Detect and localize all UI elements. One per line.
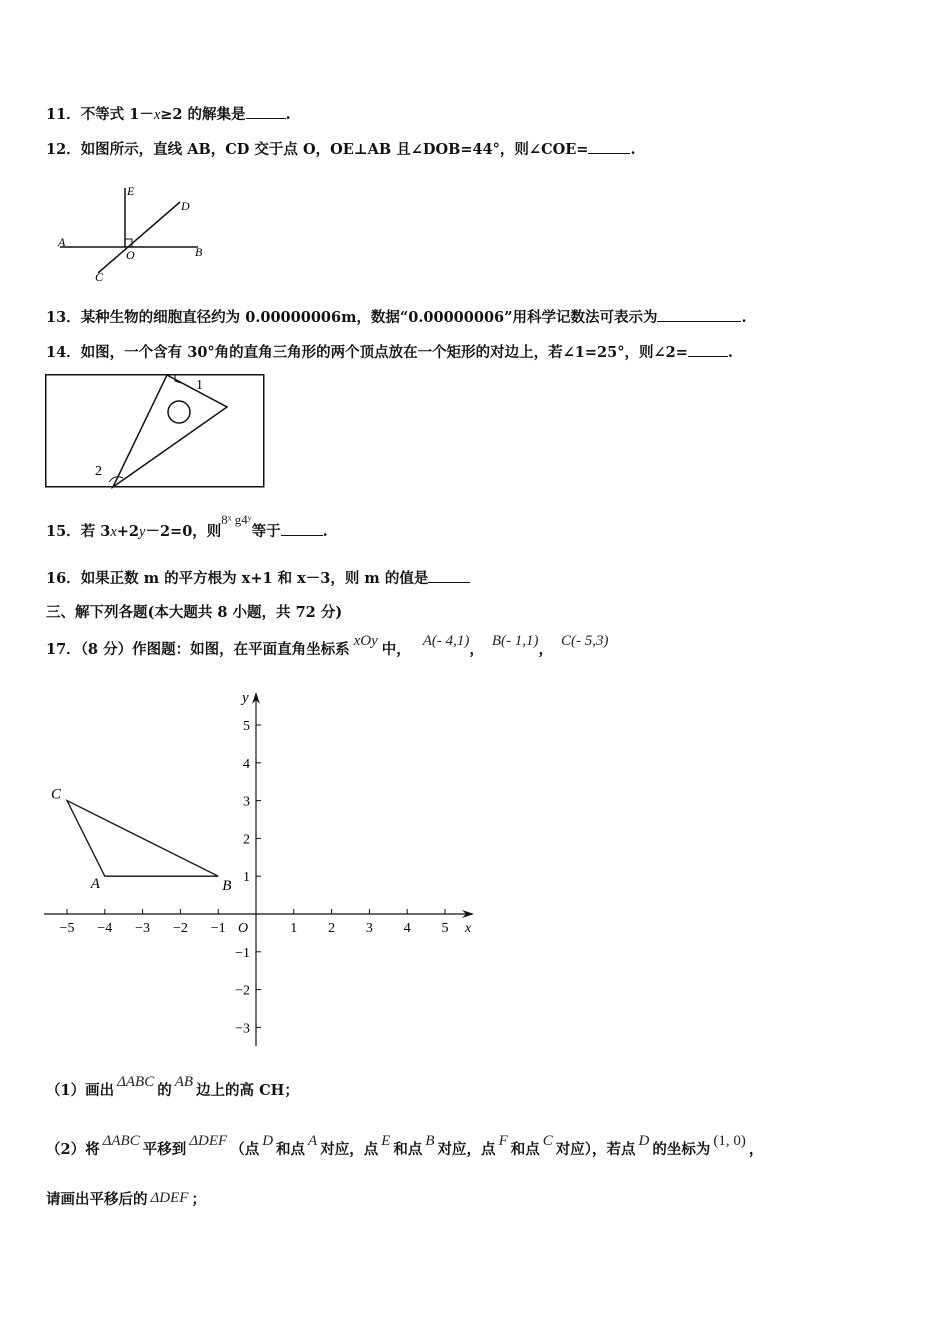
point-b: B (425, 1133, 435, 1149)
x-tick-label: 5 (441, 921, 449, 936)
section-heading (46, 601, 342, 622)
question-number: 17． (46, 641, 81, 658)
q15-end: . (322, 523, 328, 540)
p2-text-f: 和点 (393, 1141, 423, 1158)
x-tick-label: −2 (172, 921, 188, 936)
line-cd (98, 202, 180, 273)
part-1 (46, 1074, 299, 1100)
q15-text-c: －2=0，则 (145, 523, 222, 540)
y-tick-label: 4 (243, 756, 250, 772)
p2-text-h: 和点 (510, 1141, 540, 1158)
p3-end: ； (191, 1191, 206, 1208)
y-tick-label: −3 (235, 1021, 250, 1037)
q11-end: . (285, 106, 291, 123)
question-16 (46, 567, 470, 588)
q15-text-b: +2 (116, 523, 140, 540)
var-y: y (139, 524, 146, 540)
origin-label: O (238, 921, 249, 936)
question-number: 13． (46, 309, 81, 326)
coordinate-plane (40, 684, 480, 1048)
q16-text: 如果正数 m 的平方根为 x+1 和 x－3，则 m 的值是 (80, 570, 429, 587)
p2-text-j: 的坐标为 (652, 1141, 711, 1158)
q11-text: 不等式 1－ (80, 106, 154, 123)
question-15 (46, 512, 328, 541)
point-c: C (542, 1133, 553, 1149)
question-12 (46, 138, 636, 159)
p1-text-b: 的 (157, 1082, 172, 1099)
p1-text-c: 边上的高 CH； (196, 1082, 299, 1099)
point-label-c: C (51, 786, 62, 803)
answer-blank[interactable] (281, 523, 323, 536)
x-tick-label: −3 (135, 921, 151, 936)
q15-text: 若 3 (80, 523, 111, 540)
p2-text-i: 对应），若点 (555, 1141, 636, 1158)
triangle-abc (67, 801, 218, 877)
point-label-b: B (222, 878, 232, 895)
q13-end: . (741, 309, 747, 326)
p2-text-c: （点 (230, 1141, 260, 1158)
y-tick-label: −2 (235, 983, 250, 999)
triangle-hole (168, 401, 190, 423)
var-x: x (153, 107, 161, 123)
x-tick-label: −5 (59, 921, 75, 936)
q14-text: 如图，一个含有 30°角的直角三角形的两个顶点放在一个矩形的对边上，若∠1=25°，则∠2= (80, 344, 688, 361)
question-13 (46, 306, 747, 327)
part-2 (46, 1133, 764, 1159)
p2-text-g: 对应，点 (437, 1141, 496, 1158)
label-c: C (95, 270, 104, 284)
rectangle (46, 375, 264, 487)
answer-blank[interactable] (246, 106, 286, 119)
question-11 (46, 103, 291, 124)
p2-text-e: 对应，点 (320, 1141, 379, 1158)
q13-text: 某种生物的细胞直径约为 0.00000006m，数据“0.00000006”用科学记数法可表示为 (80, 309, 658, 326)
y-tick-label: −1 (235, 945, 250, 961)
part-2-continued (46, 1188, 206, 1209)
part-number: （1） (46, 1082, 86, 1099)
point-label-a: A (90, 876, 100, 893)
q15-text-d: 等于 (251, 523, 281, 540)
separator: ， (538, 641, 554, 658)
p2-text-b: 平移到 (142, 1141, 187, 1158)
point-f: F (498, 1133, 508, 1149)
label-d: D (181, 199, 190, 213)
separator: ， (469, 641, 484, 658)
x-tick-label: 3 (365, 921, 373, 936)
p2-text: 将 (85, 1141, 100, 1158)
section-title: 三、解下列各题(本大题共 8 小题，共 72 分) (46, 604, 343, 621)
x-axis-label: x (465, 921, 472, 936)
point-d: D (262, 1133, 274, 1149)
segment-ab: AB (174, 1074, 194, 1090)
p2-text-d: 和点 (276, 1141, 306, 1158)
point-d: D (638, 1133, 650, 1149)
label-e: E (127, 184, 135, 198)
triangle-abc: ΔABC (102, 1133, 140, 1149)
label-o: O (126, 248, 135, 262)
q17-text-b: 中， (381, 641, 411, 658)
angle-label-1: 1 (196, 378, 203, 393)
q14-figure (45, 374, 265, 490)
angle-label-2: 2 (95, 464, 102, 479)
q17-text: （8 分）作图题：如图，在平面直角坐标系 (80, 641, 350, 658)
coordinate-system: xOy (353, 633, 378, 649)
answer-blank[interactable] (428, 570, 470, 583)
point-b-coord: B(- 1,1) (491, 633, 539, 649)
q12-figure (50, 180, 220, 290)
question-14 (46, 341, 733, 362)
x-tick-label: −1 (210, 921, 226, 936)
point-a-coord: A(- 4,1) (422, 633, 470, 649)
triangle-def: ΔDEF (150, 1190, 189, 1206)
label-b: B (195, 245, 203, 259)
point-d-coord: (1, 0) (713, 1133, 746, 1149)
q12-end: . (630, 141, 636, 158)
triangle-abc: ΔABC (117, 1074, 155, 1090)
p3-text: 请画出平移后的 (46, 1191, 148, 1208)
answer-blank[interactable] (588, 141, 630, 154)
point-a: A (308, 1133, 318, 1149)
y-tick-label: 2 (243, 832, 250, 848)
x-tick-label: 2 (328, 921, 336, 936)
question-number: 11． (46, 106, 81, 123)
answer-blank[interactable] (657, 309, 741, 322)
question-number: 16． (46, 570, 81, 587)
label-a: A (58, 235, 66, 249)
p2-end: ， (748, 1141, 764, 1158)
point-e: E (381, 1133, 391, 1149)
triangle (113, 375, 227, 487)
y-tick-label: 5 (243, 719, 250, 734)
part-number: （2） (46, 1141, 86, 1158)
q14-end: . (727, 344, 733, 361)
expression: 8ˣ g4ʸ (221, 512, 252, 527)
triangle-def: ΔDEF (189, 1133, 228, 1149)
y-axis-label: y (242, 690, 249, 706)
question-number: 14． (46, 344, 81, 361)
x-tick-label: 4 (403, 921, 411, 936)
question-17 (46, 633, 609, 659)
q12-text: 如图所示，直线 AB，CD 交于点 O，OE⊥AB 且∠DOB=44°，则∠COE= (80, 141, 589, 158)
question-number: 15． (46, 523, 81, 540)
answer-blank[interactable] (688, 344, 728, 357)
question-number: 12． (46, 141, 81, 158)
x-tick-label: 1 (290, 921, 298, 936)
y-tick-label: 3 (243, 794, 250, 810)
x-tick-label: −4 (97, 921, 113, 936)
point-c-coord: C(- 5,3) (561, 633, 609, 649)
var-x: x (110, 524, 117, 540)
p1-text: 画出 (85, 1082, 115, 1099)
q11-text-b: ≥2 的解集是 (160, 106, 246, 123)
y-tick-label: 1 (243, 870, 250, 886)
